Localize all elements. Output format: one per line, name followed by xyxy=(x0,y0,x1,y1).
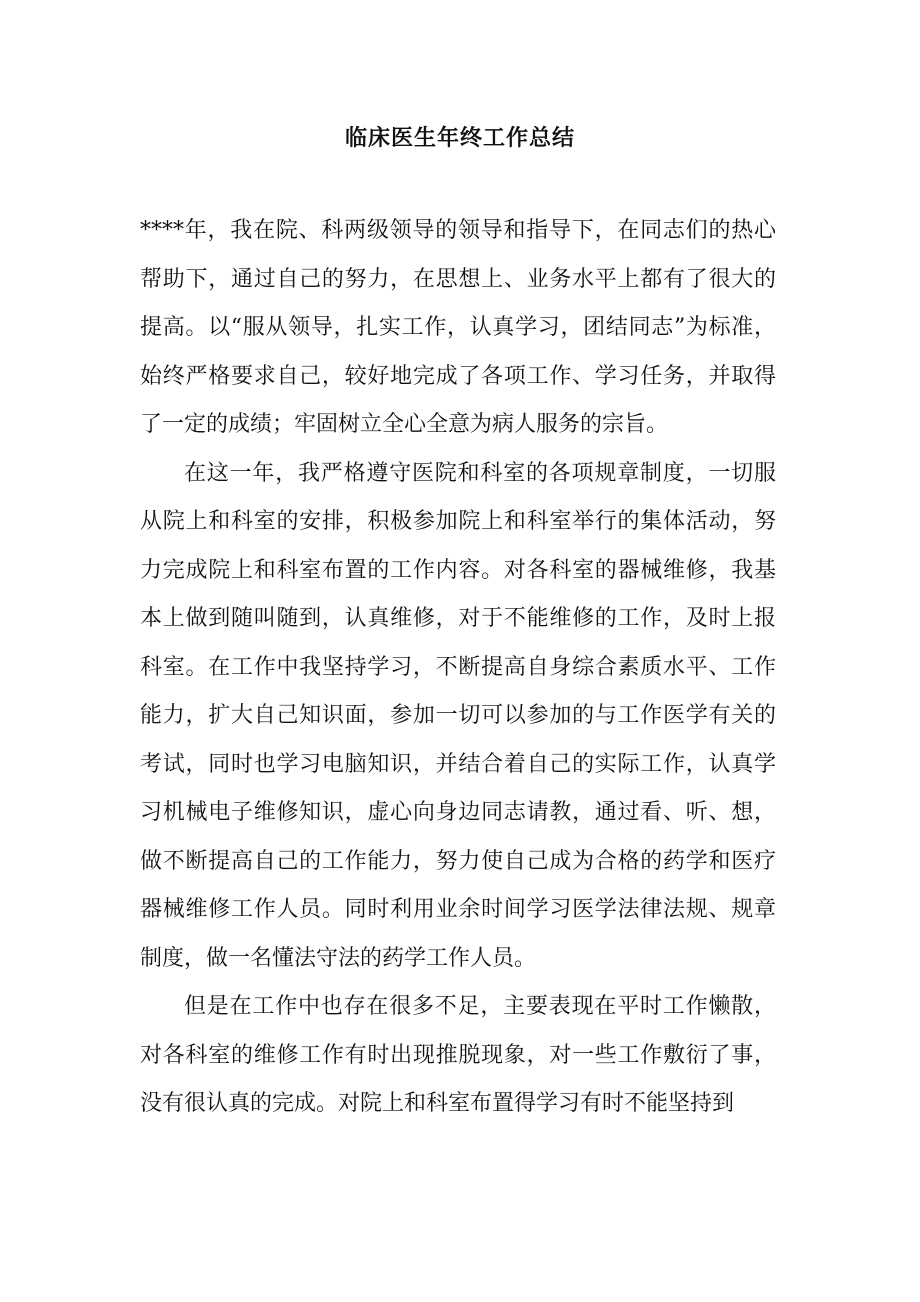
document-title: 临床医生年终工作总结 xyxy=(344,125,575,151)
paragraph-2: 在这一年，我严格遵守医院和科室的各项规章制度，一切服从院上和科室的安排，积极参加院上和科室举行的集体活动，努力完成院上和科室布置的工作内容。对各科室的器械维修，我基本上做到随叫随到，认真维修，对于不能维修的工作，及时上报科室。在工作中我坚持学习，不断提高自身综合素质水平、工作能力，扩大自己知识面，参加一切可以参加的与工作医学有关的考试，同时也学习电脑知识，并结合着自己的实际工作，认真学习机械电子维修知识，虚心向身边同志请教，通过看、听、想，做不断提高自己的工作能力，努力使自己成为合格的药学和医疗器械维修工作人员。同时利用业余时间学习医学法律法规、规章制度，做一名懂法守法的药学工作人员。 xyxy=(140,460,776,971)
document-body xyxy=(140,207,776,1129)
paragraph-1: ****年，我在院、科两级领导的领导和指导下，在同志们的热心帮助下，通过自己的努力，在思想上、业务水平上都有了很大的提高。以“服从领导，扎实工作，认真学习，团结同志”为标准，始终严格要求自己，较好地完成了各项工作、学习任务，并取得了一定的成绩；牢固树立全心全意为病人服务的宗旨。 xyxy=(140,218,776,437)
paragraph-3: 但是在工作中也存在很多不足，主要表现在平时工作懒散，对各科室的维修工作有时出现推脱现象，对一些工作敷衍了事，没有很认真的完成。对院上和科室布置得学习有时不能坚持到 xyxy=(140,994,776,1116)
